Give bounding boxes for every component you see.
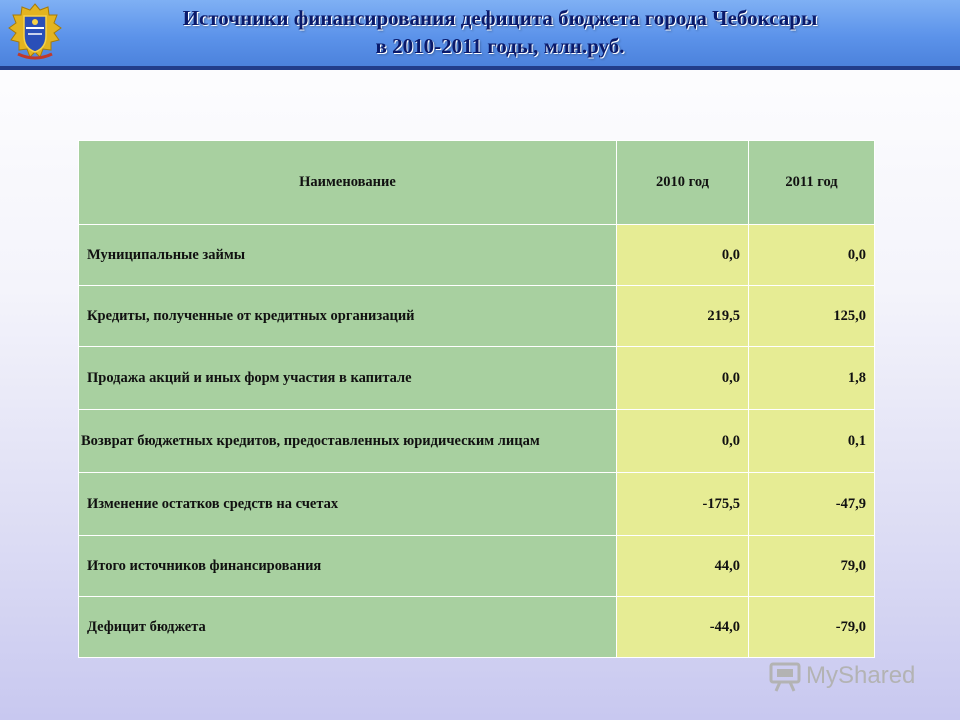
title-line-2: в 2010-2011 годы, млн.руб.: [375, 34, 625, 58]
row-value-2011: 0,0: [749, 225, 875, 286]
row-name: Возврат бюджетных кредитов, предоставленных юридическим лицам: [79, 410, 617, 473]
row-value-2011: 1,8: [749, 347, 875, 410]
row-value-2010: 44,0: [617, 536, 749, 597]
row-name: Продажа акций и иных форм участия в капитале: [79, 347, 617, 410]
header-name: Наименование: [79, 141, 617, 225]
table-row: [79, 473, 875, 536]
presentation-board-icon: [768, 660, 802, 692]
row-name: Итого источников финансирования: [79, 536, 617, 597]
slide-header: [0, 0, 960, 70]
row-name: Дефицит бюджета: [79, 597, 617, 658]
header-2011: 2011 год: [749, 141, 875, 225]
page-title: [70, 4, 930, 60]
table-row: [79, 410, 875, 473]
row-value-2010: 0,0: [617, 410, 749, 473]
row-value-2010: -175,5: [617, 473, 749, 536]
table-row: [79, 536, 875, 597]
row-value-2011: 79,0: [749, 536, 875, 597]
watermark-text: MyShared: [806, 662, 916, 689]
row-value-2011: -47,9: [749, 473, 875, 536]
watermark: [768, 658, 938, 694]
row-value-2010: 0,0: [617, 347, 749, 410]
row-name: Изменение остатков средств на счетах: [79, 473, 617, 536]
row-name: Муниципальные займы: [79, 225, 617, 286]
row-value-2011: -79,0: [749, 597, 875, 658]
city-coat-of-arms-icon: [4, 2, 66, 64]
row-value-2011: 0,1: [749, 410, 875, 473]
financing-table: [78, 140, 875, 658]
row-value-2010: 0,0: [617, 225, 749, 286]
title-line-1: Источники финансирования дефицита бюджета города Чебоксары: [182, 6, 818, 30]
row-name: Кредиты, полученные от кредитных организаций: [79, 286, 617, 347]
row-value-2010: -44,0: [617, 597, 749, 658]
table-header-row: [79, 141, 875, 225]
row-value-2011: 125,0: [749, 286, 875, 347]
header-2010: 2010 год: [617, 141, 749, 225]
table-row: [79, 225, 875, 286]
row-value-2010: 219,5: [617, 286, 749, 347]
table-row: [79, 597, 875, 658]
table-row: [79, 347, 875, 410]
table-row: [79, 286, 875, 347]
